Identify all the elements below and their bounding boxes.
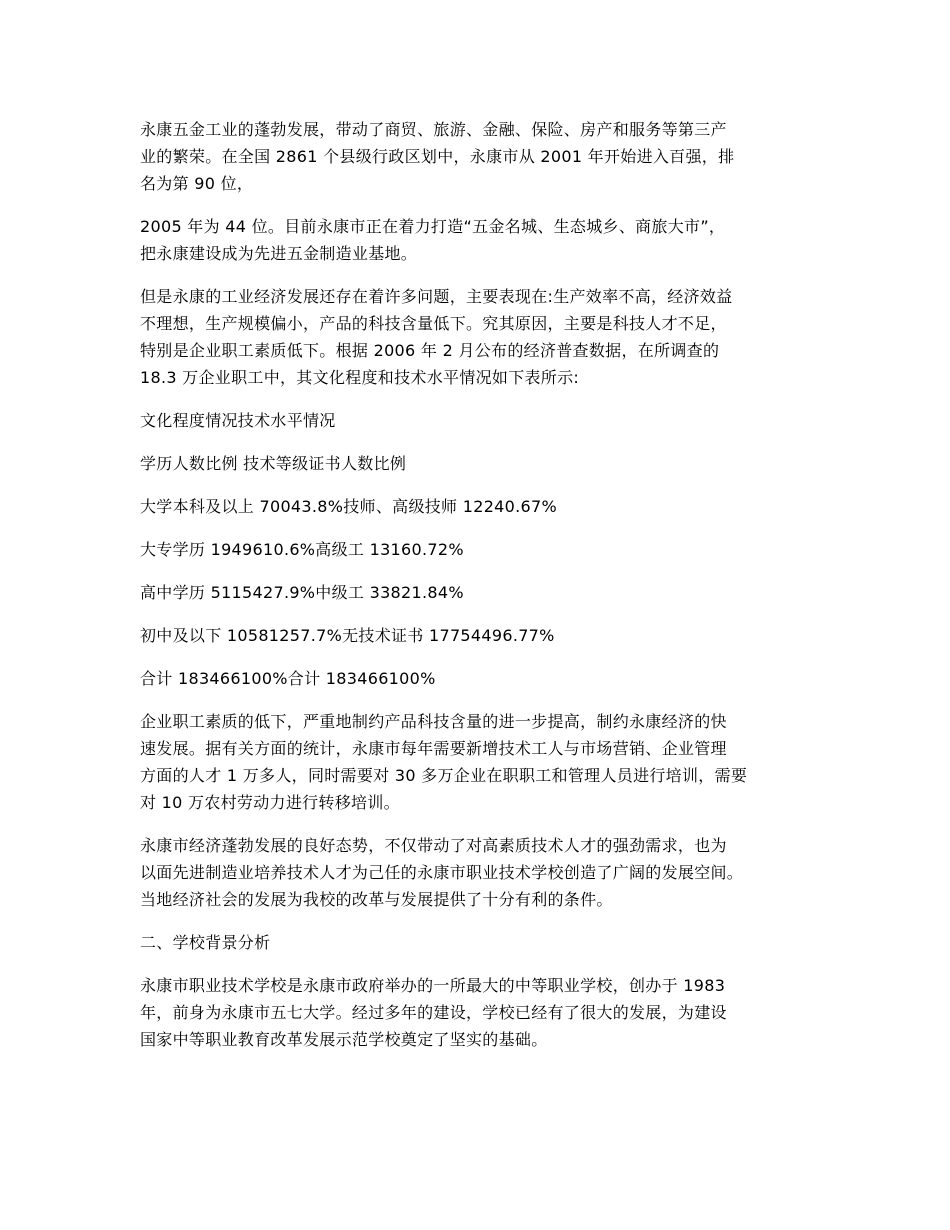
text-line: 对 10 万农村劳动力进行转移培训。 (140, 793, 400, 812)
text-line: 合计 183466100%合计 183466100% (140, 669, 436, 688)
table-row-college (140, 536, 812, 563)
text-line: 大学本科及以上 70043.8%技师、高级技师 12240.67% (140, 497, 557, 516)
table-row-highschool (140, 579, 812, 606)
text-line: 国家中等职业教育改革发展示范学校奠定了坚实的基础。 (140, 1030, 548, 1049)
text-line: 业的繁荣。在全国 2861 个县级行政区划中，永康市从 2001 年开始进入百强，排 (140, 147, 735, 166)
table-row-junior (140, 622, 812, 649)
table-title-line (140, 407, 812, 434)
table-header-line (140, 450, 812, 477)
text-line: 18.3 万企业职工中，其文化程度和技术水平情况如下表所示: (140, 368, 580, 387)
table-row-bachelor (140, 493, 812, 520)
para-problems (140, 283, 812, 391)
text-line: 永康市职业技术学校是永康市政府举办的一所最大的中等职业学校，创办于 1983 (140, 976, 726, 995)
text-line: 速发展。据有关方面的统计，永康市每年需要新增技术工人与市场营销、企业管理 (140, 739, 727, 758)
text-line: 把永康建设成为先进五金制造业基地。 (140, 244, 418, 263)
text-line: 文化程度情况技术水平情况 (140, 411, 336, 430)
para-ranking-2005 (140, 213, 812, 267)
para-hardware-industry (140, 116, 812, 197)
text-line: 2005 年为 44 位。目前永康市正在着力打造“五金名城、生态城乡、商旅大市”， (140, 217, 726, 236)
text-line: 特别是企业职工素质低下。根据 2006 年 2 月公布的经济普查数据，在所调查的 (140, 341, 720, 360)
text-line: 大专学历 1949610.6%高级工 13160.72% (140, 540, 464, 559)
text-line: 企业职工素质的低下，严重地制约产品科技含量的进一步提高，制约永康经济的快 (140, 712, 727, 731)
text-line: 学历人数比例 技术等级证书人数比例 (140, 454, 407, 473)
section-heading-school-background (140, 929, 812, 956)
text-line: 永康五金工业的蓬勃发展，带动了商贸、旅游、金融、保险、房产和服务等第三产 (140, 120, 727, 139)
text-line: 高中学历 5115427.9%中级工 33821.84% (140, 583, 464, 602)
text-line: 年，前身为永康市五七大学。经过多年的建设，学校已经有了很大的发展，为建设 (140, 1003, 727, 1022)
text-line: 二、学校背景分析 (140, 933, 271, 952)
text-line: 不理想，生产规模偏小，产品的科技含量低下。究其原因，主要是科技人才不足， (140, 314, 727, 333)
text-line: 初中及以下 10581257.7%无技术证书 17754496.77% (140, 626, 555, 645)
table-row-total (140, 665, 812, 692)
document-page (140, 116, 812, 1069)
text-line: 永康市经济蓬勃发展的良好态势，不仅带动了对高素质技术人才的强劲需求，也为 (140, 836, 727, 855)
para-good-momentum (140, 832, 812, 913)
text-line: 名为第 90 位， (140, 174, 254, 193)
text-line: 以面先进制造业培养技术人才为己任的永康市职业技术学校创造了广阔的发展空间。 (140, 863, 744, 882)
text-line: 当地经济社会的发展为我校的改革与发展提供了十分有利的条件。 (140, 890, 613, 909)
text-line: 但是永康的工业经济发展还存在着许多问题，主要表现在:生产效率不高，经济效益 (140, 287, 733, 306)
text-line: 方面的人才 1 万多人，同时需要对 30 多万企业在职职工和管理人员进行培训，需要 (140, 766, 748, 785)
para-low-quality (140, 708, 812, 816)
para-school-intro (140, 972, 812, 1053)
